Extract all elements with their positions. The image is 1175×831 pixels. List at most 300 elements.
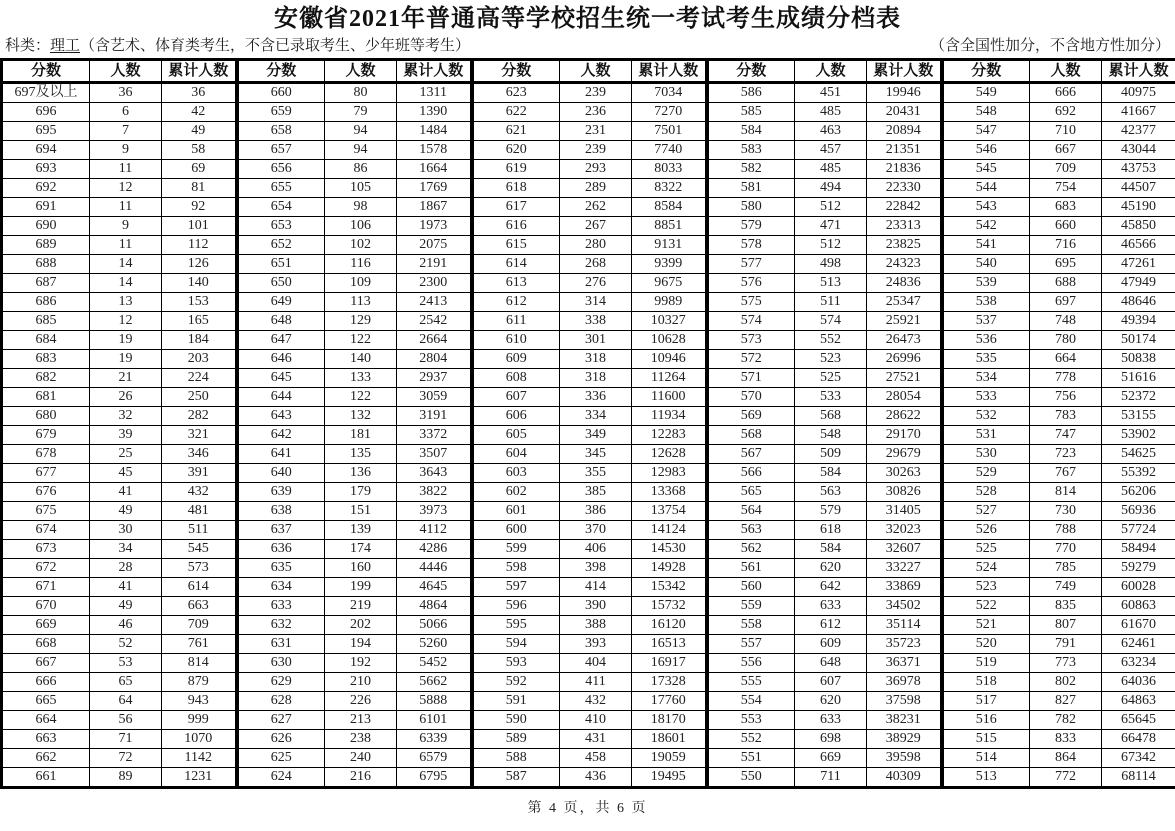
cumulative-cell: 1973 bbox=[397, 217, 472, 236]
score-cell: 611 bbox=[472, 312, 560, 331]
cumulative-cell: 5662 bbox=[397, 673, 472, 692]
score-cell: 542 bbox=[942, 217, 1030, 236]
cumulative-cell: 2413 bbox=[397, 293, 472, 312]
cumulative-cell: 42 bbox=[162, 103, 237, 122]
score-cell: 643 bbox=[237, 407, 325, 426]
cumulative-cell: 68114 bbox=[1102, 768, 1175, 788]
count-cell: 548 bbox=[795, 426, 867, 445]
count-cell: 355 bbox=[560, 464, 632, 483]
cumulative-cell: 33869 bbox=[867, 578, 942, 597]
score-cell: 614 bbox=[472, 255, 560, 274]
score-cell: 665 bbox=[2, 692, 90, 711]
score-cell: 569 bbox=[707, 407, 795, 426]
column-header-cumulative: 累计人数 bbox=[632, 60, 707, 83]
cumulative-cell: 12983 bbox=[632, 464, 707, 483]
score-cell: 696 bbox=[2, 103, 90, 122]
cumulative-cell: 64036 bbox=[1102, 673, 1175, 692]
score-cell: 651 bbox=[237, 255, 325, 274]
score-cell: 570 bbox=[707, 388, 795, 407]
column-header-cumulative: 累计人数 bbox=[1102, 60, 1175, 83]
score-cell: 641 bbox=[237, 445, 325, 464]
cumulative-cell: 28622 bbox=[867, 407, 942, 426]
score-cell: 615 bbox=[472, 236, 560, 255]
cumulative-cell: 1769 bbox=[397, 179, 472, 198]
table-row bbox=[2, 692, 1175, 711]
count-cell: 747 bbox=[1030, 426, 1102, 445]
count-cell: 393 bbox=[560, 635, 632, 654]
cumulative-cell: 6101 bbox=[397, 711, 472, 730]
count-cell: 785 bbox=[1030, 559, 1102, 578]
cumulative-cell: 38929 bbox=[867, 730, 942, 749]
column-header-score: 分数 bbox=[2, 60, 90, 83]
score-cell: 572 bbox=[707, 350, 795, 369]
count-cell: 398 bbox=[560, 559, 632, 578]
cumulative-cell: 8322 bbox=[632, 179, 707, 198]
count-cell: 609 bbox=[795, 635, 867, 654]
column-header-score: 分数 bbox=[472, 60, 560, 83]
cumulative-cell: 140 bbox=[162, 274, 237, 293]
cumulative-cell: 8851 bbox=[632, 217, 707, 236]
cumulative-cell: 573 bbox=[162, 559, 237, 578]
cumulative-cell: 101 bbox=[162, 217, 237, 236]
cumulative-cell: 25921 bbox=[867, 312, 942, 331]
score-cell: 624 bbox=[237, 768, 325, 788]
table-row bbox=[2, 749, 1175, 768]
score-cell: 558 bbox=[707, 616, 795, 635]
score-cell: 629 bbox=[237, 673, 325, 692]
count-cell: 620 bbox=[795, 692, 867, 711]
score-cell: 525 bbox=[942, 540, 1030, 559]
cumulative-cell: 2075 bbox=[397, 236, 472, 255]
cumulative-cell: 51616 bbox=[1102, 369, 1175, 388]
table-row bbox=[2, 274, 1175, 293]
cumulative-cell: 49394 bbox=[1102, 312, 1175, 331]
count-cell: 80 bbox=[325, 83, 397, 103]
table-header-row bbox=[2, 60, 1175, 83]
score-cell: 533 bbox=[942, 388, 1030, 407]
score-cell: 676 bbox=[2, 483, 90, 502]
cumulative-cell: 3059 bbox=[397, 388, 472, 407]
count-cell: 349 bbox=[560, 426, 632, 445]
score-cell: 690 bbox=[2, 217, 90, 236]
score-cell: 514 bbox=[942, 749, 1030, 768]
count-cell: 314 bbox=[560, 293, 632, 312]
score-cell: 648 bbox=[237, 312, 325, 331]
cumulative-cell: 39598 bbox=[867, 749, 942, 768]
score-cell: 543 bbox=[942, 198, 1030, 217]
count-cell: 89 bbox=[90, 768, 162, 788]
count-cell: 301 bbox=[560, 331, 632, 350]
cumulative-cell: 81 bbox=[162, 179, 237, 198]
count-cell: 334 bbox=[560, 407, 632, 426]
table-row bbox=[2, 559, 1175, 578]
count-cell: 660 bbox=[1030, 217, 1102, 236]
cumulative-cell: 184 bbox=[162, 331, 237, 350]
score-cell: 679 bbox=[2, 426, 90, 445]
count-cell: 563 bbox=[795, 483, 867, 502]
cumulative-cell: 16513 bbox=[632, 635, 707, 654]
score-cell: 550 bbox=[707, 768, 795, 788]
score-cell: 647 bbox=[237, 331, 325, 350]
table-row bbox=[2, 103, 1175, 122]
score-cell: 630 bbox=[237, 654, 325, 673]
cumulative-cell: 1867 bbox=[397, 198, 472, 217]
count-cell: 36 bbox=[90, 83, 162, 103]
cumulative-cell: 28054 bbox=[867, 388, 942, 407]
table-row bbox=[2, 236, 1175, 255]
score-cell: 571 bbox=[707, 369, 795, 388]
score-cell: 540 bbox=[942, 255, 1030, 274]
count-cell: 414 bbox=[560, 578, 632, 597]
score-cell: 560 bbox=[707, 578, 795, 597]
category-label: 科类： bbox=[5, 38, 51, 54]
count-cell: 695 bbox=[1030, 255, 1102, 274]
cumulative-cell: 203 bbox=[162, 350, 237, 369]
score-cell: 675 bbox=[2, 502, 90, 521]
count-cell: 612 bbox=[795, 616, 867, 635]
cumulative-cell: 47261 bbox=[1102, 255, 1175, 274]
score-cell: 686 bbox=[2, 293, 90, 312]
cumulative-cell: 46566 bbox=[1102, 236, 1175, 255]
cumulative-cell: 61670 bbox=[1102, 616, 1175, 635]
cumulative-cell: 58494 bbox=[1102, 540, 1175, 559]
score-cell: 632 bbox=[237, 616, 325, 635]
score-cell: 673 bbox=[2, 540, 90, 559]
count-cell: 49 bbox=[90, 597, 162, 616]
table-row bbox=[2, 350, 1175, 369]
cumulative-cell: 15732 bbox=[632, 597, 707, 616]
cumulative-cell: 18170 bbox=[632, 711, 707, 730]
cumulative-cell: 64863 bbox=[1102, 692, 1175, 711]
score-cell: 657 bbox=[237, 141, 325, 160]
cumulative-cell: 8033 bbox=[632, 160, 707, 179]
score-cell: 635 bbox=[237, 559, 325, 578]
count-cell: 404 bbox=[560, 654, 632, 673]
count-cell: 72 bbox=[90, 749, 162, 768]
count-cell: 6 bbox=[90, 103, 162, 122]
score-cell: 592 bbox=[472, 673, 560, 692]
cumulative-cell: 27521 bbox=[867, 369, 942, 388]
table-row bbox=[2, 255, 1175, 274]
count-cell: 730 bbox=[1030, 502, 1102, 521]
score-table-body bbox=[2, 83, 1175, 788]
count-cell: 12 bbox=[90, 312, 162, 331]
cumulative-cell: 35723 bbox=[867, 635, 942, 654]
bonus-note: （含全国性加分，不含地方性加分） bbox=[929, 38, 1170, 54]
column-header-cumulative: 累计人数 bbox=[397, 60, 472, 83]
count-cell: 219 bbox=[325, 597, 397, 616]
cumulative-cell: 35114 bbox=[867, 616, 942, 635]
score-cell: 687 bbox=[2, 274, 90, 293]
table-row bbox=[2, 407, 1175, 426]
score-cell: 663 bbox=[2, 730, 90, 749]
cumulative-cell: 62461 bbox=[1102, 635, 1175, 654]
score-cell: 605 bbox=[472, 426, 560, 445]
count-cell: 791 bbox=[1030, 635, 1102, 654]
count-cell: 25 bbox=[90, 445, 162, 464]
category-value: 理工 bbox=[50, 38, 81, 54]
cumulative-cell: 2937 bbox=[397, 369, 472, 388]
cumulative-cell: 17328 bbox=[632, 673, 707, 692]
score-cell: 617 bbox=[472, 198, 560, 217]
count-cell: 49 bbox=[90, 502, 162, 521]
score-cell: 577 bbox=[707, 255, 795, 274]
score-cell: 513 bbox=[942, 768, 1030, 788]
cumulative-cell: 22842 bbox=[867, 198, 942, 217]
count-cell: 11 bbox=[90, 236, 162, 255]
score-table bbox=[0, 58, 1175, 789]
cumulative-cell: 32023 bbox=[867, 521, 942, 540]
score-cell: 681 bbox=[2, 388, 90, 407]
column-header-score: 分数 bbox=[942, 60, 1030, 83]
table-row bbox=[2, 331, 1175, 350]
cumulative-cell: 92 bbox=[162, 198, 237, 217]
count-cell: 105 bbox=[325, 179, 397, 198]
score-cell: 667 bbox=[2, 654, 90, 673]
count-cell: 194 bbox=[325, 635, 397, 654]
count-cell: 710 bbox=[1030, 122, 1102, 141]
count-cell: 579 bbox=[795, 502, 867, 521]
count-cell: 41 bbox=[90, 578, 162, 597]
count-cell: 748 bbox=[1030, 312, 1102, 331]
score-cell: 612 bbox=[472, 293, 560, 312]
count-cell: 19 bbox=[90, 331, 162, 350]
cumulative-cell: 1390 bbox=[397, 103, 472, 122]
count-cell: 388 bbox=[560, 616, 632, 635]
score-cell: 527 bbox=[942, 502, 1030, 521]
count-cell: 552 bbox=[795, 331, 867, 350]
count-cell: 46 bbox=[90, 616, 162, 635]
table-row bbox=[2, 141, 1175, 160]
count-cell: 463 bbox=[795, 122, 867, 141]
count-cell: 106 bbox=[325, 217, 397, 236]
cumulative-cell: 13368 bbox=[632, 483, 707, 502]
cumulative-cell: 2300 bbox=[397, 274, 472, 293]
table-row bbox=[2, 578, 1175, 597]
score-cell: 538 bbox=[942, 293, 1030, 312]
cumulative-cell: 879 bbox=[162, 673, 237, 692]
cumulative-cell: 53155 bbox=[1102, 407, 1175, 426]
count-cell: 833 bbox=[1030, 730, 1102, 749]
cumulative-cell: 45190 bbox=[1102, 198, 1175, 217]
count-cell: 471 bbox=[795, 217, 867, 236]
score-cell: 671 bbox=[2, 578, 90, 597]
count-cell: 181 bbox=[325, 426, 397, 445]
score-cell: 574 bbox=[707, 312, 795, 331]
count-cell: 236 bbox=[560, 103, 632, 122]
count-cell: 767 bbox=[1030, 464, 1102, 483]
count-cell: 666 bbox=[1030, 83, 1102, 103]
cumulative-cell: 10628 bbox=[632, 331, 707, 350]
score-cell: 567 bbox=[707, 445, 795, 464]
count-cell: 345 bbox=[560, 445, 632, 464]
count-cell: 136 bbox=[325, 464, 397, 483]
cumulative-cell: 4286 bbox=[397, 540, 472, 559]
score-cell: 666 bbox=[2, 673, 90, 692]
cumulative-cell: 60028 bbox=[1102, 578, 1175, 597]
score-cell: 544 bbox=[942, 179, 1030, 198]
column-header-cumulative: 累计人数 bbox=[867, 60, 942, 83]
score-cell: 516 bbox=[942, 711, 1030, 730]
cumulative-cell: 481 bbox=[162, 502, 237, 521]
count-cell: 239 bbox=[560, 83, 632, 103]
count-cell: 240 bbox=[325, 749, 397, 768]
table-row bbox=[2, 464, 1175, 483]
cumulative-cell: 7034 bbox=[632, 83, 707, 103]
table-row bbox=[2, 83, 1175, 103]
count-cell: 525 bbox=[795, 369, 867, 388]
cumulative-cell: 30826 bbox=[867, 483, 942, 502]
score-cell: 596 bbox=[472, 597, 560, 616]
cumulative-cell: 41667 bbox=[1102, 103, 1175, 122]
score-cell: 631 bbox=[237, 635, 325, 654]
table-row bbox=[2, 179, 1175, 198]
count-cell: 280 bbox=[560, 236, 632, 255]
score-cell: 536 bbox=[942, 331, 1030, 350]
count-cell: 199 bbox=[325, 578, 397, 597]
count-cell: 19 bbox=[90, 350, 162, 369]
score-cell: 519 bbox=[942, 654, 1030, 673]
count-cell: 716 bbox=[1030, 236, 1102, 255]
score-cell: 684 bbox=[2, 331, 90, 350]
score-cell: 622 bbox=[472, 103, 560, 122]
score-cell: 685 bbox=[2, 312, 90, 331]
category-note: （含艺术、体育类考生，不含已录取考生、少年班等考生） bbox=[80, 38, 471, 54]
count-cell: 498 bbox=[795, 255, 867, 274]
count-cell: 216 bbox=[325, 768, 397, 788]
count-cell: 802 bbox=[1030, 673, 1102, 692]
cumulative-cell: 20894 bbox=[867, 122, 942, 141]
cumulative-cell: 59279 bbox=[1102, 559, 1175, 578]
score-cell: 563 bbox=[707, 521, 795, 540]
count-cell: 664 bbox=[1030, 350, 1102, 369]
score-cell: 697及以上 bbox=[2, 83, 90, 103]
score-cell: 640 bbox=[237, 464, 325, 483]
cumulative-cell: 3191 bbox=[397, 407, 472, 426]
cumulative-cell: 49 bbox=[162, 122, 237, 141]
score-cell: 634 bbox=[237, 578, 325, 597]
table-row bbox=[2, 711, 1175, 730]
cumulative-cell: 4112 bbox=[397, 521, 472, 540]
score-cell: 661 bbox=[2, 768, 90, 788]
count-cell: 39 bbox=[90, 426, 162, 445]
table-row bbox=[2, 426, 1175, 445]
cumulative-cell: 165 bbox=[162, 312, 237, 331]
count-cell: 133 bbox=[325, 369, 397, 388]
table-row bbox=[2, 654, 1175, 673]
count-cell: 174 bbox=[325, 540, 397, 559]
score-cell: 547 bbox=[942, 122, 1030, 141]
count-cell: 289 bbox=[560, 179, 632, 198]
cumulative-cell: 42377 bbox=[1102, 122, 1175, 141]
score-cell: 584 bbox=[707, 122, 795, 141]
count-cell: 338 bbox=[560, 312, 632, 331]
cumulative-cell: 14928 bbox=[632, 559, 707, 578]
score-cell: 528 bbox=[942, 483, 1030, 502]
count-cell: 697 bbox=[1030, 293, 1102, 312]
score-cell: 531 bbox=[942, 426, 1030, 445]
count-cell: 584 bbox=[795, 540, 867, 559]
cumulative-cell: 14530 bbox=[632, 540, 707, 559]
score-cell: 552 bbox=[707, 730, 795, 749]
count-cell: 135 bbox=[325, 445, 397, 464]
table-row bbox=[2, 293, 1175, 312]
cumulative-cell: 999 bbox=[162, 711, 237, 730]
cumulative-cell: 5888 bbox=[397, 692, 472, 711]
table-row bbox=[2, 521, 1175, 540]
count-cell: 807 bbox=[1030, 616, 1102, 635]
cumulative-cell: 6339 bbox=[397, 730, 472, 749]
score-cell: 537 bbox=[942, 312, 1030, 331]
count-cell: 268 bbox=[560, 255, 632, 274]
cumulative-cell: 6579 bbox=[397, 749, 472, 768]
cumulative-cell: 663 bbox=[162, 597, 237, 616]
column-header-count: 人数 bbox=[560, 60, 632, 83]
table-row bbox=[2, 198, 1175, 217]
cumulative-cell: 18601 bbox=[632, 730, 707, 749]
score-cell: 625 bbox=[237, 749, 325, 768]
cumulative-cell: 23825 bbox=[867, 236, 942, 255]
score-cell: 555 bbox=[707, 673, 795, 692]
cumulative-cell: 38231 bbox=[867, 711, 942, 730]
count-cell: 633 bbox=[795, 597, 867, 616]
count-cell: 814 bbox=[1030, 483, 1102, 502]
cumulative-cell: 23313 bbox=[867, 217, 942, 236]
cumulative-cell: 9675 bbox=[632, 274, 707, 293]
count-cell: 688 bbox=[1030, 274, 1102, 293]
cumulative-cell: 3507 bbox=[397, 445, 472, 464]
cumulative-cell: 26996 bbox=[867, 350, 942, 369]
score-cell: 593 bbox=[472, 654, 560, 673]
cumulative-cell: 53902 bbox=[1102, 426, 1175, 445]
cumulative-cell: 12628 bbox=[632, 445, 707, 464]
count-cell: 53 bbox=[90, 654, 162, 673]
cumulative-cell: 24323 bbox=[867, 255, 942, 274]
count-cell: 11 bbox=[90, 160, 162, 179]
count-cell: 788 bbox=[1030, 521, 1102, 540]
score-cell: 670 bbox=[2, 597, 90, 616]
count-cell: 431 bbox=[560, 730, 632, 749]
count-cell: 386 bbox=[560, 502, 632, 521]
count-cell: 827 bbox=[1030, 692, 1102, 711]
score-cell: 654 bbox=[237, 198, 325, 217]
cumulative-cell: 55392 bbox=[1102, 464, 1175, 483]
cumulative-cell: 40975 bbox=[1102, 83, 1175, 103]
score-cell: 606 bbox=[472, 407, 560, 426]
score-cell: 646 bbox=[237, 350, 325, 369]
count-cell: 485 bbox=[795, 103, 867, 122]
cumulative-cell: 3643 bbox=[397, 464, 472, 483]
table-row bbox=[2, 768, 1175, 788]
cumulative-cell: 9989 bbox=[632, 293, 707, 312]
count-cell: 783 bbox=[1030, 407, 1102, 426]
cumulative-cell: 614 bbox=[162, 578, 237, 597]
score-cell: 645 bbox=[237, 369, 325, 388]
count-cell: 231 bbox=[560, 122, 632, 141]
count-cell: 709 bbox=[1030, 160, 1102, 179]
score-cell: 618 bbox=[472, 179, 560, 198]
count-cell: 213 bbox=[325, 711, 397, 730]
count-cell: 451 bbox=[795, 83, 867, 103]
cumulative-cell: 56206 bbox=[1102, 483, 1175, 502]
count-cell: 293 bbox=[560, 160, 632, 179]
score-cell: 524 bbox=[942, 559, 1030, 578]
score-cell: 585 bbox=[707, 103, 795, 122]
cumulative-cell: 15342 bbox=[632, 578, 707, 597]
count-cell: 711 bbox=[795, 768, 867, 788]
score-cell: 564 bbox=[707, 502, 795, 521]
count-cell: 41 bbox=[90, 483, 162, 502]
